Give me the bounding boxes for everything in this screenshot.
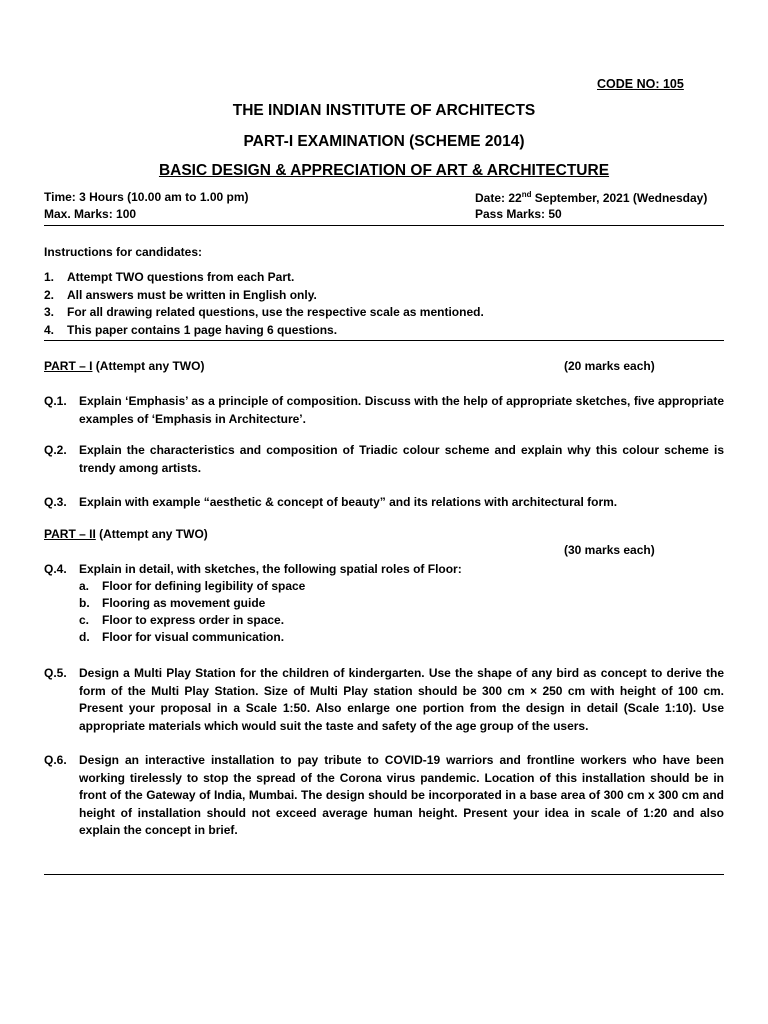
q4-item: c. Floor to express order in space. [79, 613, 285, 627]
part-one-heading: PART – I (Attempt any TWO) [44, 359, 205, 373]
time-info: Time: 3 Hours (10.00 am to 1.00 pm) [44, 190, 249, 204]
question-5: Q.5. Design a Multi Play Station for the children of kindergarten. Use the shape of any bird as concept to derive the form of the Multi Play Station. Size of Multi Play station should be 300 cm × 250 cm with height of 100 cm. Present your proposal in a Scale 1:50. Also enlarge one portion from the design in detail (Scale 1:10). Use appropriate materials which would suit the taste and safety of the age group of the users. [44, 666, 724, 733]
instructions-label: Instructions for candidates: [44, 245, 203, 259]
question-1: Q.1. Explain ‘Emphasis’ as a principle of composition. Discuss with the help of appropriate sketches, five appropriate examples of ‘Emphasis in Architecture’. [44, 394, 724, 426]
instruction-item: 1. Attempt TWO questions from each Part. [44, 270, 295, 284]
part-two-heading: PART – II (Attempt any TWO) [44, 527, 208, 541]
institute-title: THE INDIAN INSTITUTE OF ARCHITECTS [232, 102, 536, 119]
divider [44, 874, 724, 875]
question-6: Q.6. Design an interactive installation to pay tribute to COVID-19 warriors and frontline workers who have been working tirelessly to stop the spread of the Corona virus pandemic. Location of this installation should be in front of the Gateway of India, Mumbai. The design should be incorporated in a base area of 300 cm x 300 cm and height of installation should not exceed average human height. Present your idea in scale of 1:20 and also explain the concept in brief. [44, 753, 724, 837]
exam-title: PART-I EXAMINATION (SCHEME 2014) [243, 133, 525, 150]
divider [44, 225, 724, 226]
instruction-item: 2. All answers must be written in English only. [44, 288, 317, 302]
part-one-marks: (20 marks each) [564, 359, 655, 373]
question-2: Q.2. Explain the characteristics and composition of Triadic colour scheme and explain why this colour scheme is trendy among artists. [44, 443, 724, 475]
max-marks: Max. Marks: 100 [44, 207, 137, 221]
q4-item: a. Floor for defining legibility of space [79, 579, 306, 593]
instruction-item: 4. This paper contains 1 page having 6 questions. [44, 323, 338, 337]
q4-item: d. Floor for visual communication. [79, 630, 285, 644]
date-info: Date: 22nd September, 2021 (Wednesday) [475, 190, 708, 205]
subject-title: BASIC DESIGN & APPRECIATION OF ART & ARCHITECTURE [158, 162, 610, 179]
question-4: Q.4. Explain in detail, with sketches, the following spatial roles of Floor: [44, 562, 462, 576]
divider [44, 340, 724, 341]
q4-item: b. Flooring as movement guide [79, 596, 266, 610]
question-3: Q.3. Explain with example “aesthetic & concept of beauty” and its relations with architectural form. [44, 495, 618, 509]
part-two-marks: (30 marks each) [564, 543, 655, 557]
instruction-item: 3. For all drawing related questions, use the respective scale as mentioned. [44, 305, 484, 319]
paper-code: CODE NO: 105 [597, 77, 684, 91]
pass-marks: Pass Marks: 50 [475, 207, 562, 221]
